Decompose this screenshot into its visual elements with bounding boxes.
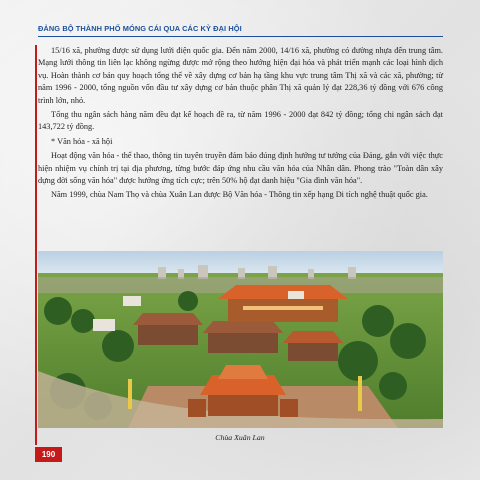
page-header (38, 24, 443, 37)
paragraph: Hoạt động văn hóa - thể thao, thông tin tuyên truyền đảm bảo đúng định hướng tư tưởng của Đảng, gắn với việc thực hiện nhiệm vụ chính trị tại địa phương, từng bước đáp ứng nhu cầu văn hóa của Nhân dân. Phong trào "Toàn dân xây dựng đời sống văn hóa" được hưởng ứng tích cực; trên 50% hộ đạt danh hiệu "Gia đình văn hóa". (38, 151, 443, 186)
margin-accent-bar (35, 45, 37, 445)
paragraph: Tổng thu ngân sách hàng năm đều đạt kế hoạch đề ra, từ năm 1996 - 2000 đạt 842 tỷ đồng; tổng chi ngân sách đạt 143,722 tỷ đồng. (38, 110, 443, 132)
running-header-title: ĐẢNG BỘ THÀNH PHỐ MÓNG CÁI QUA CÁC KỲ ĐẠI HỘI (38, 24, 242, 33)
body-text (38, 45, 443, 204)
main-temple (218, 285, 348, 322)
temple-illustration (38, 251, 443, 428)
paragraph: Năm 1999, chùa Nam Thọ và chùa Xuân Lan được Bộ Văn hóa - Thông tin xếp hạng Di tích nghệ thuật quốc gia. (51, 190, 428, 200)
photo-caption: Chùa Xuân Lan (215, 433, 265, 442)
page-number: 190 (35, 447, 62, 462)
section-heading: * Văn hóa - xã hội (51, 136, 113, 146)
paragraph: 15/16 xã, phường được sử dụng lưới điện quốc gia. Đến năm 2000, 14/16 xã, phường có đường nhựa đến trung tâm. Mạng lưới thông tin liên lạc không ngừng được mở rộng theo hướng hiện đại hóa và phát triển mạnh các loại hình dịch vụ. Hoàn thành cơ bản quy hoạch tổng thể về xây dựng cơ bản hạ tầng khu vực trung tâm Thị xã và các xã, phường; từ năm 1996 - 2000, tổng nguồn vốn đầu tư xây dựng cơ bản thuộc phân Thị xã quản lý đạt 228,36 tỷ đồng với 676 công trình lớn, nhỏ. (38, 46, 443, 105)
temple-aerial-photo (38, 251, 443, 428)
